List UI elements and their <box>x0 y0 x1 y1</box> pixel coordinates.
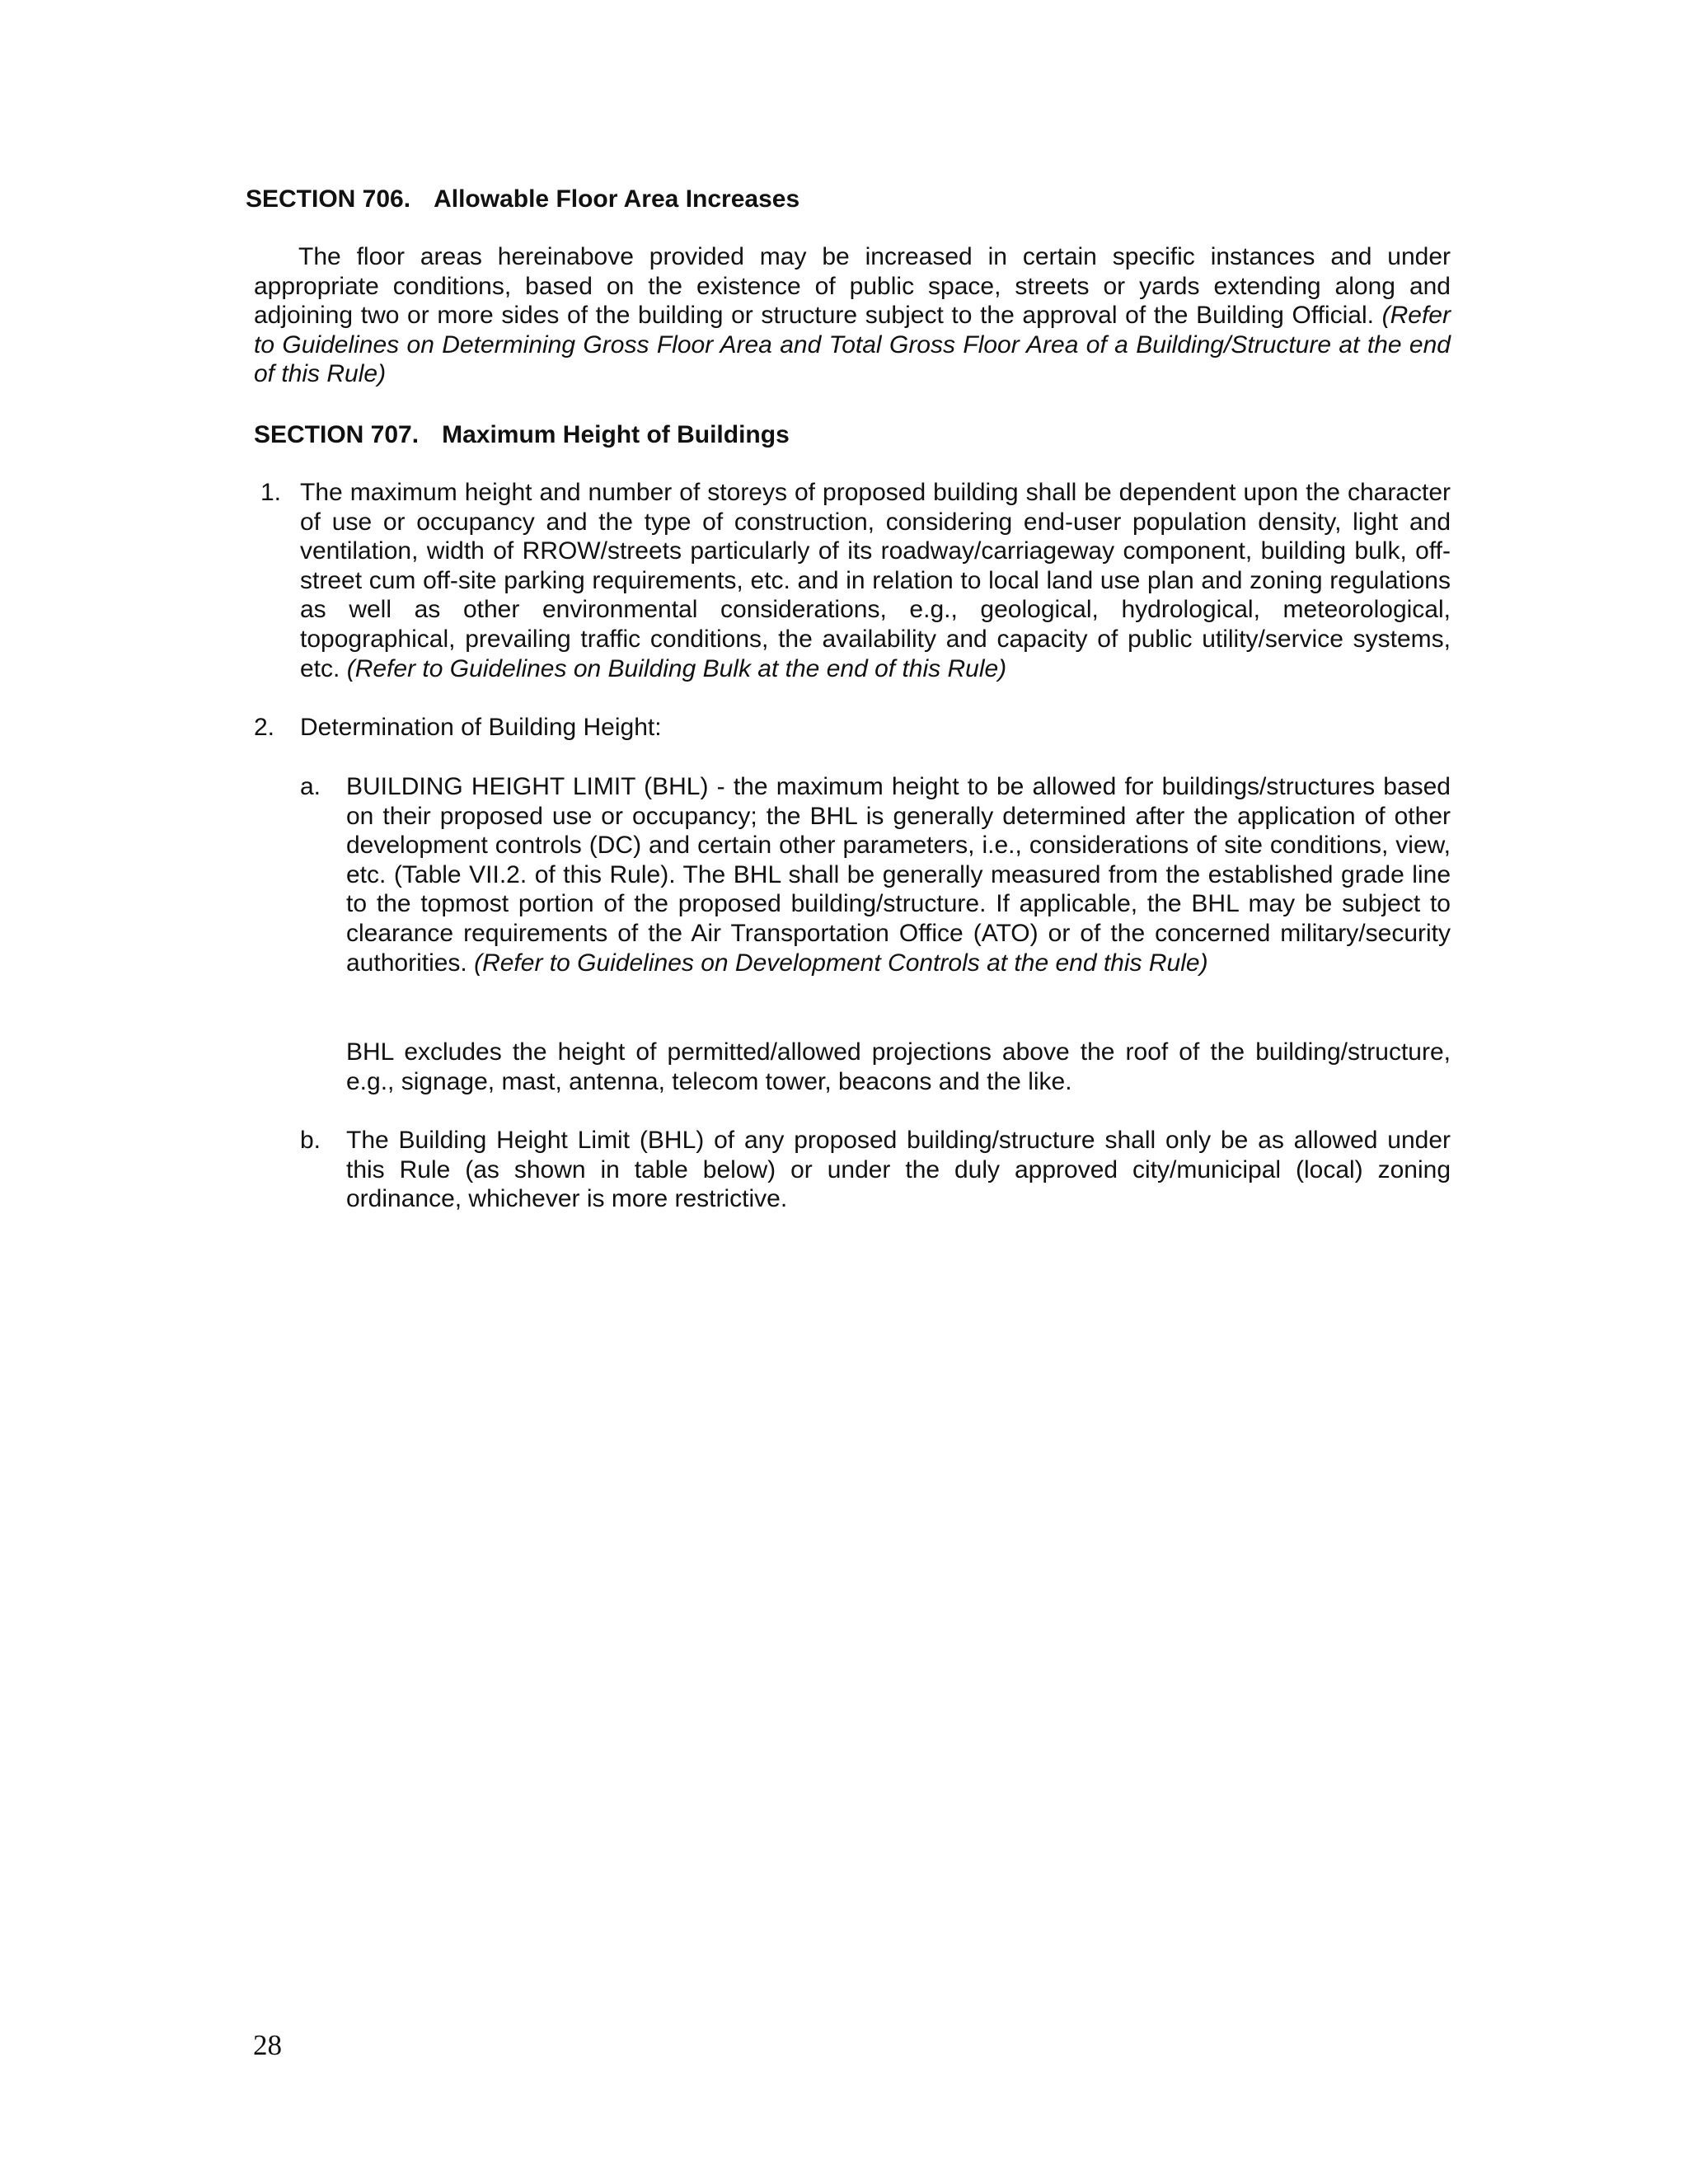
sub-item-a-text: BUILDING HEIGHT LIMIT (BHL) - the maximum height to be allowed for buildings/structures based on their proposed use or occupancy; the BHL is generally determined after the application of other development controls (DC) and certain other parameters, i.e., considerations of site conditions, view, etc. (Table VII.2. of this Rule). The BHL shall be generally measured from the established grade line to the topmost portion of the proposed building/structure. If applicable, the BHL may be subject to clearance requirements of the Air Transportation Office (ATO) or of the concerned military/security authorities. <box>346 773 1451 977</box>
sub-item-a-note <box>346 1038 1451 1096</box>
section-706-heading <box>246 185 799 214</box>
section-706-paragraph <box>254 242 1451 389</box>
list-item-1-number: 1. <box>260 479 282 506</box>
section-706-number: SECTION 706. <box>246 185 411 213</box>
list-item-1-reference: (Refer to Guidelines on Building Bulk at the end of this Rule) <box>346 654 1007 682</box>
page-number: 28 <box>253 2029 282 2061</box>
list-item-2-text-block <box>300 713 1451 743</box>
sub-item-a-note-text: BHL excludes the height of permitted/allowed projections above the roof of the building/structure, e.g., signage, mast, antenna, telecom tower, beacons and the like. <box>346 1038 1451 1095</box>
section-707-heading <box>254 420 790 450</box>
sub-item-b-label: b. <box>300 1127 321 1154</box>
sub-item-a-label: a. <box>300 773 321 800</box>
section-706-reference: (Refer to Guidelines on Determining Gross Floor Area and Total Gross Floor Area of a Building/Structure at the end of this Rule) <box>254 302 1451 388</box>
list-item-2-number: 2. <box>254 714 275 741</box>
list-item-1-text: The maximum height and number of storeys of proposed building shall be dependent upon the character of use or occupancy and the type of construction, considering end-user population density, light and ventilation, width of RROW/streets particularly of its roadway/carriageway component, building bulk, off-street cum off-site parking requirements, etc. and in relation to local land use plan and zoning regulations as well as other environmental considerations, e.g., geological, hydrological, meteorological, topographical, prevailing traffic conditions, the availability and capacity of public utility/service systems, etc. <box>300 479 1451 682</box>
section-706-body: The floor areas hereinabove provided may be increased in certain specific instances and under appropriate conditions, based on the existence of public space, streets or yards extending along and adjoining two or more sides of the building or structure subject to the approval of the Building Official. <box>254 243 1451 330</box>
sub-item-a-reference: (Refer to Guidelines on Development Controls at the end this Rule) <box>474 949 1208 977</box>
list-item-1-text-block <box>300 478 1451 683</box>
section-706-title: Allowable Floor Area Increases <box>434 185 800 213</box>
section-707-number: SECTION 707. <box>254 421 420 448</box>
sub-item-a-text-block <box>346 772 1451 977</box>
list-item-2-text: Determination of Building Height: <box>300 714 662 741</box>
sub-item-b-text: The Building Height Limit (BHL) of any proposed building/structure shall only be as allowed under this Rule (as shown in table below) or under the duly approved city/municipal (local) zoning ordinance, whichever is more restrictive. <box>346 1127 1451 1213</box>
sub-item-b-text-block <box>346 1126 1451 1214</box>
section-707-title: Maximum Height of Buildings <box>442 421 790 448</box>
